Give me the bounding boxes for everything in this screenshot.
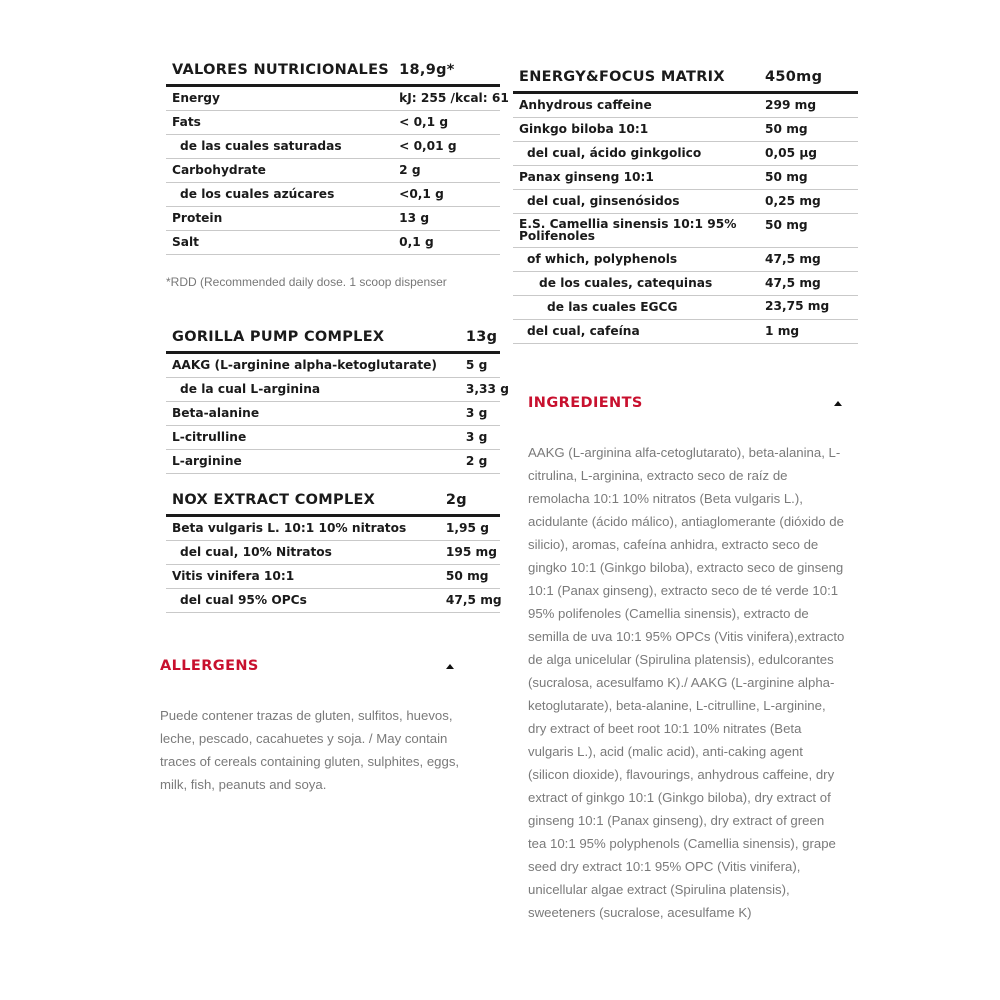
right-column — [513, 67, 845, 344]
table-row — [513, 214, 858, 248]
table-row — [513, 320, 858, 344]
row-value: 2 g — [393, 159, 500, 183]
row-label: Beta-alanine — [166, 402, 460, 426]
row-value: 0,05 µg — [759, 142, 858, 166]
row-value: 299 mg — [759, 93, 858, 118]
row-label: Ginkgo biloba 10:1 — [513, 118, 759, 142]
ingredients-toggle[interactable] — [528, 395, 846, 411]
table-row — [166, 183, 500, 207]
row-value: 0,1 g — [393, 231, 500, 255]
row-label: AAKG (L-arginine alpha-ketoglutarate) — [166, 353, 460, 378]
nutrition-header — [166, 60, 500, 86]
row-label: del cual, 10% Nitratos — [166, 541, 440, 565]
table-row — [166, 565, 500, 589]
row-value: 47,5 mg — [759, 272, 858, 296]
row-value: 23,75 mg — [759, 296, 858, 320]
row-value: 2 g — [460, 450, 500, 474]
row-label: del cual 95% OPCs — [166, 589, 440, 613]
table-row — [166, 111, 500, 135]
table-row — [513, 272, 858, 296]
pump-title: GORILLA PUMP COMPLEX — [166, 327, 460, 353]
energy-title: ENERGY&FOCUS MATRIX — [513, 67, 759, 93]
row-label: de la cual L-arginina — [166, 378, 460, 402]
row-label: Anhydrous caffeine — [513, 93, 759, 118]
row-label: de los cuales, catequinas — [513, 272, 759, 296]
row-value: 1 mg — [759, 320, 858, 344]
row-value: < 0,1 g — [393, 111, 500, 135]
row-label: Energy — [166, 86, 393, 111]
row-value: 47,5 mg — [759, 248, 858, 272]
allergens-title: ALLERGENS — [160, 658, 259, 674]
row-label: Protein — [166, 207, 393, 231]
nutrition-table — [166, 60, 509, 255]
row-label: of which, polyphenols — [513, 248, 759, 272]
nox-amount: 2g — [440, 490, 500, 516]
rdd-note: *RDD (Recommended daily dose. 1 scoop dispenser — [166, 275, 447, 289]
table-row — [166, 231, 500, 255]
row-label: L-citrulline — [166, 426, 460, 450]
row-label: de las cuales EGCG — [513, 296, 759, 320]
row-value: 195 mg — [440, 541, 500, 565]
row-label: del cual, ginsenósidos — [513, 190, 759, 214]
table-row — [166, 135, 500, 159]
table-row — [166, 353, 500, 378]
row-value: < 0,01 g — [393, 135, 500, 159]
pump-amount: 13g — [460, 327, 500, 353]
row-value: 50 mg — [759, 166, 858, 190]
table-row — [513, 142, 858, 166]
table-row — [166, 450, 500, 474]
row-value: 3 g — [460, 402, 500, 426]
allergens-toggle[interactable] — [160, 658, 480, 674]
table-row — [166, 378, 500, 402]
table-row — [166, 541, 500, 565]
row-value: 1,95 g — [440, 516, 500, 541]
nutrition-title: VALORES NUTRICIONALES — [166, 60, 393, 86]
ingredients-accordion — [528, 395, 846, 924]
table-row — [166, 516, 500, 541]
table-row — [513, 248, 858, 272]
table-row — [513, 93, 858, 118]
row-label: Beta vulgaris L. 10:1 10% nitratos — [166, 516, 440, 541]
table-row — [166, 159, 500, 183]
nutrition-amount: 18,9g* — [393, 60, 500, 86]
row-value: 50 mg — [759, 214, 858, 248]
table-row — [166, 589, 500, 613]
row-value: 13 g — [393, 207, 500, 231]
row-value: 47,5 mg — [440, 589, 500, 613]
nox-header — [166, 490, 500, 516]
table-row — [513, 296, 858, 320]
energy-table — [513, 67, 858, 344]
table-row — [166, 402, 500, 426]
table-row — [166, 207, 500, 231]
row-value: 50 mg — [759, 118, 858, 142]
table-row — [513, 166, 858, 190]
row-value: 0,25 mg — [759, 190, 858, 214]
row-value: 3,33 g — [460, 378, 500, 402]
row-value: 3 g — [460, 426, 500, 450]
energy-amount: 450mg — [759, 67, 858, 93]
pump-header — [166, 327, 500, 353]
table-row — [166, 86, 500, 111]
caret-up-icon[interactable] — [446, 664, 454, 669]
left-column — [166, 60, 509, 613]
allergens-text: Puede contener trazas de gluten, sulfitos, huevos, leche, pescado, cacahuetes y soja. / May contain traces of cereals containing gluten, sulphites, eggs, milk, fish, peanuts and soya. — [160, 708, 460, 792]
row-label: del cual, ácido ginkgolico — [513, 142, 759, 166]
row-value: <0,1 g — [393, 183, 500, 207]
row-label: de las cuales saturadas — [166, 135, 393, 159]
row-label: Carbohydrate — [166, 159, 393, 183]
row-label: Vitis vinifera 10:1 — [166, 565, 440, 589]
row-value: kJ: 255 /kcal: 61 — [393, 86, 500, 111]
pump-table — [166, 327, 509, 474]
row-label: E.S. Camellia sinensis 10:1 95% Polifenoles — [513, 214, 759, 248]
ingredients-text: AAKG (L-arginina alfa-cetoglutarato), beta-alanina, L-citrulina, L-arginina, extracto seco de raíz de remolacha 10:1 10% nitratos (Beta vulgaris L.), acidulante (ácido málico), antiaglomerante (dióxido de silicio), aromas, cafeína anhidra, extracto seco de gingko 10:1 (Ginkgo biloba), extracto seco de ginseng 10:1 (Panax ginseng), extracto seco de té verde 10:1 95% polifenoles (Camellia sinensis), extracto de semilla de uva 10:1 95% OPCs (Vitis vinifera),extracto de alga unicelular (Spirulina platensis), edulcorantes (sucralosa, acesulfamo K)./ AAKG (L-arginine alpha-ketoglutarate), beta-alanine, L-citrulline, L-arginine, dry extract of beet root 10:1 10% nitrates (Beta vulgaris L.), acid (malic acid), anti-caking agent (silicon dioxide), flavourings, anhydrous caffeine, dry extract of ginkgo 10:1 (Ginkgo biloba), dry extract of ginseng 10:1 (Panax ginseng), dry extract of green tea 10:1 95% polyphenols (Camellia sinensis), grape seed dry extract 10:1 95% OPC (Vitis vinifera), unicellular algae extract (Spirulina platensis), sweeteners (sucralose, acesulfame K) — [528, 445, 845, 920]
caret-up-icon[interactable] — [834, 401, 842, 406]
table-row — [513, 118, 858, 142]
energy-header — [513, 67, 858, 93]
allergens-accordion — [160, 636, 480, 796]
table-row — [513, 190, 858, 214]
row-label: Panax ginseng 10:1 — [513, 166, 759, 190]
row-label: Salt — [166, 231, 393, 255]
row-label: L-arginine — [166, 450, 460, 474]
row-value: 50 mg — [440, 565, 500, 589]
row-label: Fats — [166, 111, 393, 135]
row-value: 5 g — [460, 353, 500, 378]
nox-table — [166, 490, 500, 613]
row-label: del cual, cafeína — [513, 320, 759, 344]
ingredients-title: INGREDIENTS — [528, 395, 643, 411]
nox-title: NOX EXTRACT COMPLEX — [166, 490, 440, 516]
table-row — [166, 426, 500, 450]
row-label: de los cuales azúcares — [166, 183, 393, 207]
